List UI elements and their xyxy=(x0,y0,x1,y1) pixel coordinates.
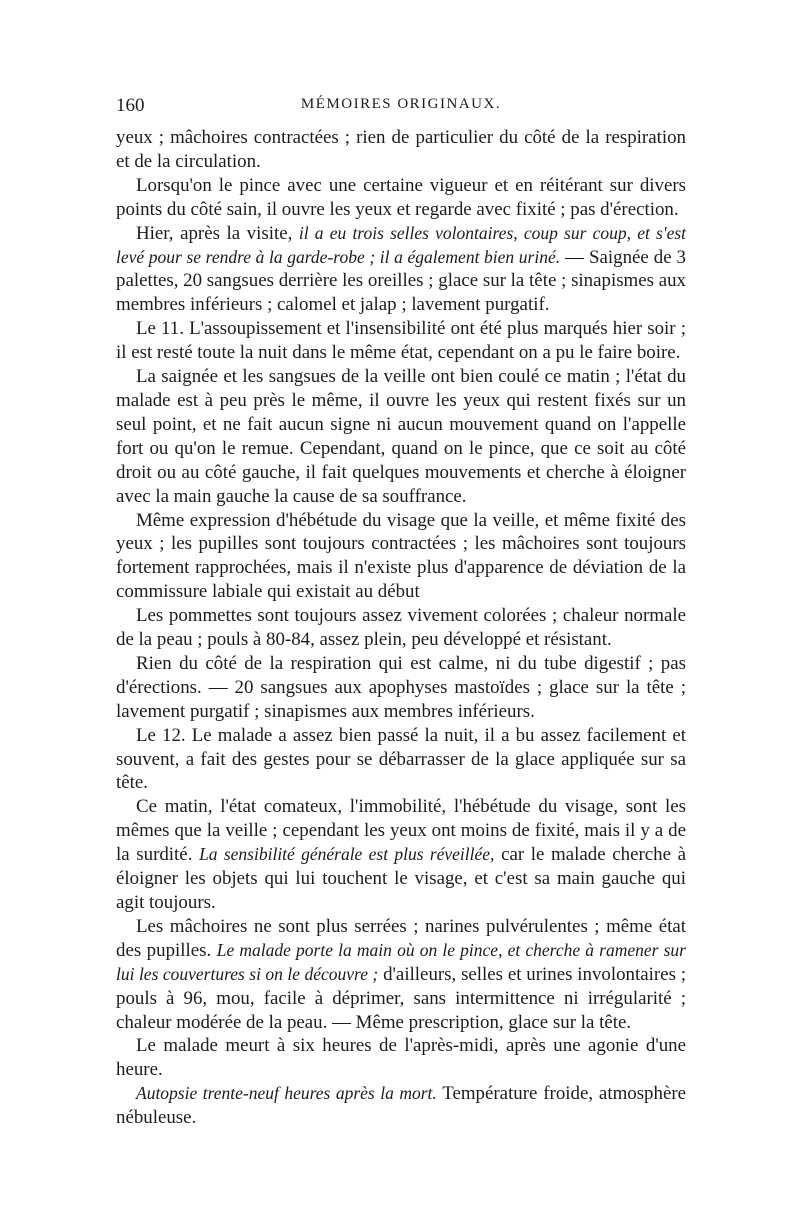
text-run: Lorsqu'on le pince avec une certaine vigueur et en réitérant sur divers points du côté sain, il ouvre les yeux et regarde avec fixité ; pas d'érection. xyxy=(116,174,686,220)
text-run: Le malade meurt à six heures de l'après-midi, après une agonie d'une heure. xyxy=(116,1035,686,1081)
paragraph xyxy=(116,365,686,508)
text-run: La saignée et les sangsues de la veille ont bien coulé ce matin ; l'état du malade est à peu près le même, il ouvre les yeux qui restent fixés sur un seul point, et ne fait aucun signe ni aucun mouvement quand on l'appelle fort ou qu'on le remue. Cependant, quand on le pince, que ce soit au côté droit ou au côté gauche, il fait quelques mouvements et cherche à éloigner avec la main gauche la cause de sa souffrance. xyxy=(116,366,686,507)
text-run: — Saignée de 3 palettes, 20 sangsues derrière les oreilles ; glace sur la tête ; sinapismes aux membres inférieurs ; calomel et jalap ; lavement purgatif. xyxy=(116,246,686,316)
paragraph xyxy=(116,126,686,174)
text-run: Rien du côté de la respiration qui est calme, ni du tube digestif ; pas d'érections. — 20 sangsues aux apophyses mastoïdes ; glace sur la tête ; lavement purgatif ; sinapismes aux membres inférieurs. xyxy=(116,652,686,722)
paragraph xyxy=(116,604,686,652)
paragraph xyxy=(116,1034,686,1082)
paragraph xyxy=(116,915,686,1035)
paragraph xyxy=(116,652,686,724)
italic-text-run: La sensibilité générale est plus réveillée, xyxy=(199,844,495,865)
text-run: car le malade cherche à éloigner les objets qui lui touchent le visage, et c'est sa main gauche qui agit toujours. xyxy=(116,844,686,913)
text-run: Les pommettes sont toujours assez vivement colorées ; chaleur normale de la peau ; pouls à 80-84, assez plein, peu développé et résistant. xyxy=(116,605,686,651)
paragraph xyxy=(116,509,686,605)
text-run: Température froide, atmosphère nébuleuse. xyxy=(116,1083,687,1129)
body-text xyxy=(116,126,686,1130)
paragraph xyxy=(116,317,686,365)
text-run: yeux ; mâchoires contractées ; rien de particulier du côté de la respiration et de la circulation. xyxy=(116,127,686,172)
text-run: Les mâchoires ne sont plus serrées ; narines pulvérulentes ; même état des pupilles. xyxy=(116,915,686,961)
journal-title: MÉMOIRES ORIGINAUX. xyxy=(300,96,502,112)
text-run: Même expression d'hébétude du visage que la veille, et même fixité des yeux ; les pupilles sont toujours contractées ; les mâchoires sont toujours fortement rapprochées, mais il n'existe plus d'apparence de déviation de la commissure labiale qui existait au début xyxy=(116,509,686,603)
paragraph xyxy=(116,724,686,796)
text-run: d'ailleurs, selles et urines involontaires ; pouls à 96, mou, facile à déprimer, sans intermittence ni irrégularité ; chaleur modérée de la peau. — Même prescription, glace sur la tête. xyxy=(116,963,686,1033)
paragraph xyxy=(116,222,686,318)
paragraph xyxy=(116,174,686,222)
paragraph xyxy=(116,795,686,915)
text-run: Ce matin, l'état comateux, l'immobilité, l'hébétude du visage, sont les mêmes que la veille ; cependant les yeux ont moins de fixité, mais il y a de la surdité. xyxy=(116,796,686,866)
text-run: Le 11. L'assoupissement et l'insensibilité ont été plus marqués hier soir ; il est resté toute la nuit dans le même état, cependant on a pu le faire boire. xyxy=(116,318,686,364)
text-run: Le 12. Le malade a assez bien passé la nuit, il a bu assez facilement et souvent, a fait des gestes pour se débarrasser de la glace appliquée sur sa tête. xyxy=(116,724,686,794)
running-head xyxy=(116,95,686,125)
page-number: 160 xyxy=(116,95,145,116)
paragraph xyxy=(116,1082,686,1130)
italic-text-run: Autopsie trente-neuf heures après la mort. xyxy=(136,1083,437,1104)
italic-text-run: Le malade porte la main où on le pince, et cherche à ramener sur lui les couvertures si on le découvre ; xyxy=(116,939,686,984)
text-run: Hier, après la visite, xyxy=(136,222,299,244)
italic-text-run: il a eu trois selles volontaires, coup sur coup, et s'est levé pour se rendre à la garde-robe ; il a également bien uriné. xyxy=(116,222,687,267)
